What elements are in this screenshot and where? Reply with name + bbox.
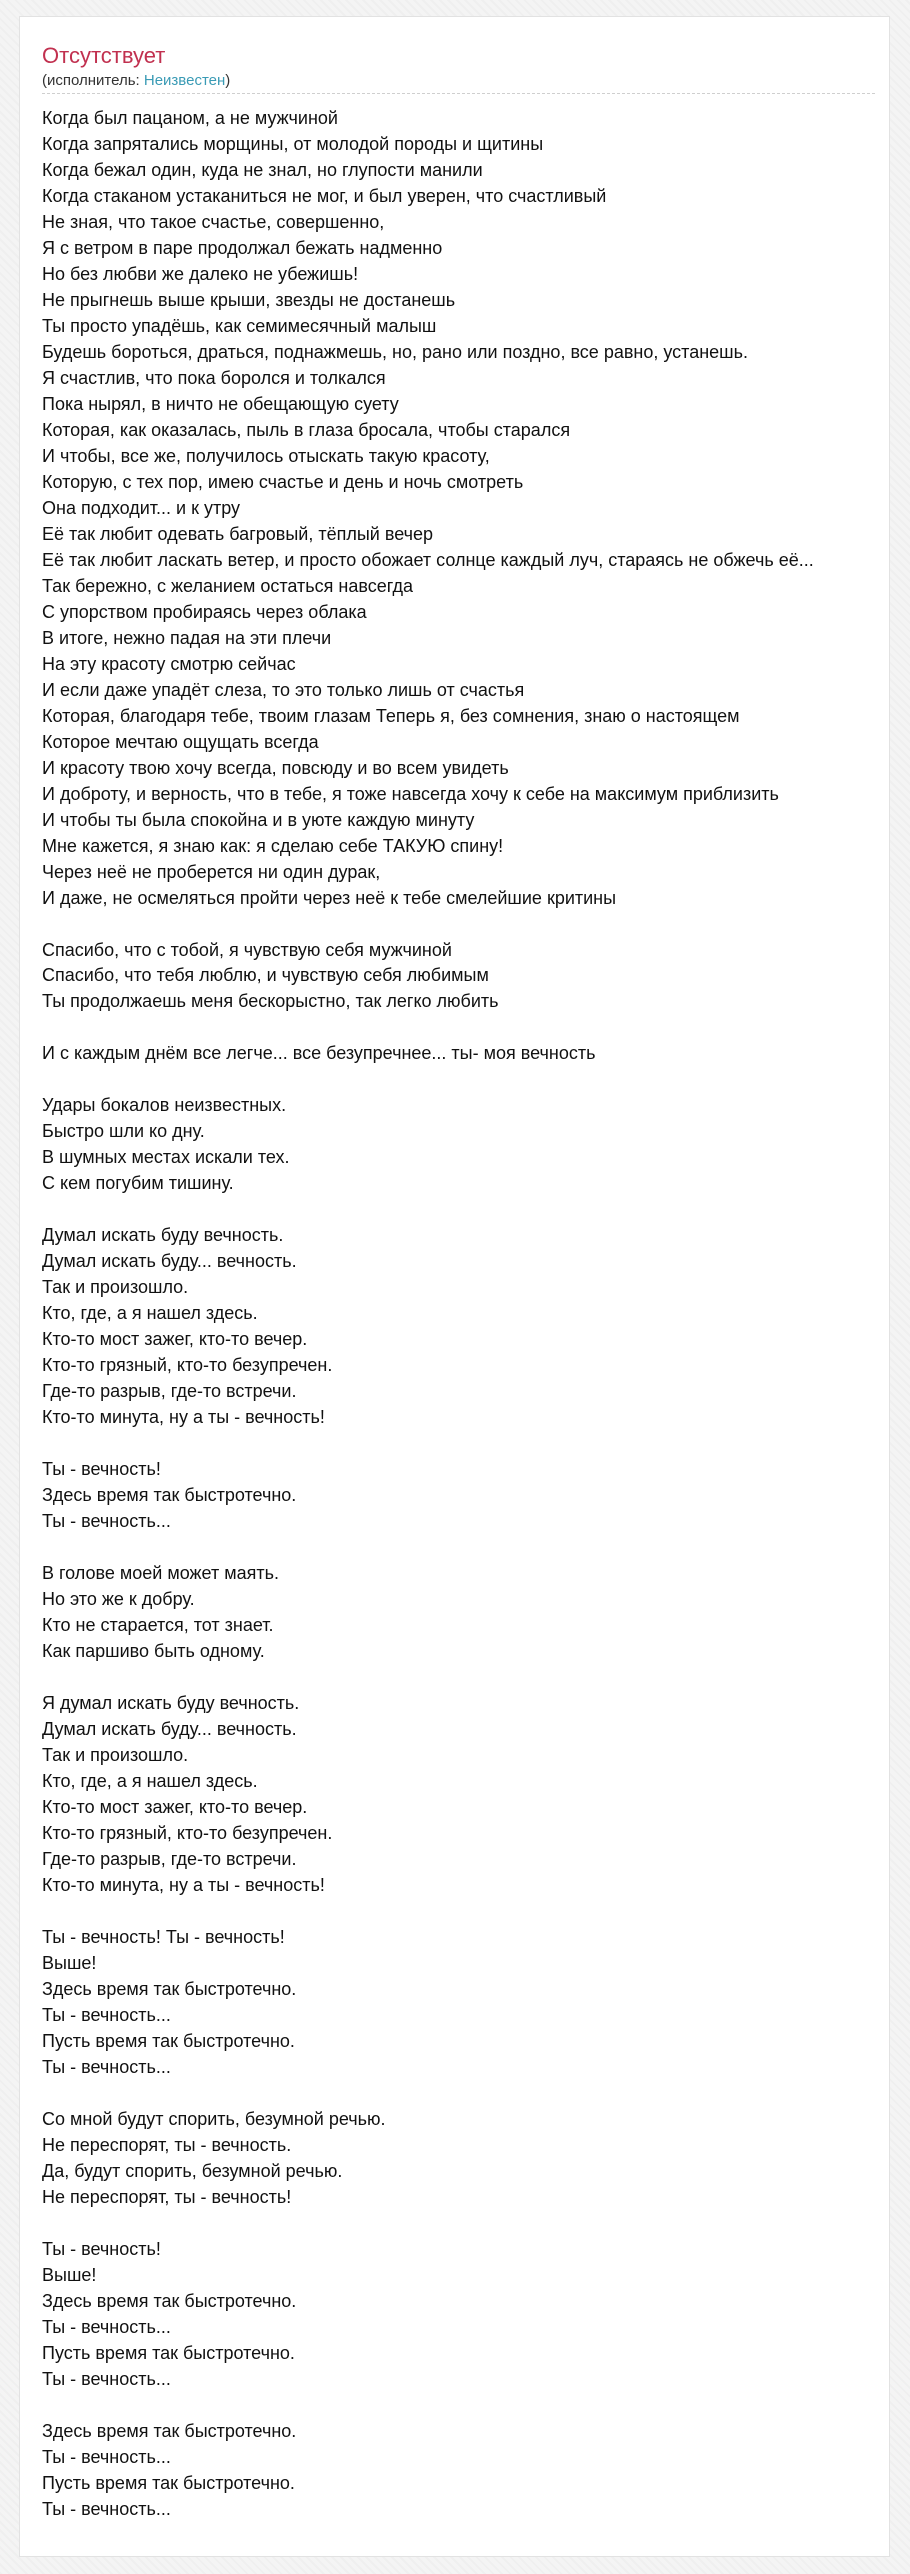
artist-suffix: ) xyxy=(225,72,231,89)
artist-prefix: (исполнитель: xyxy=(42,72,144,89)
title-divider xyxy=(42,93,875,94)
lyrics-text: Когда был пацаном, а не мужчиной Когда запрятались морщины, от молодой породы и щитины Когда бежал один, куда не знал, но глупости манили Когда стаканом устаканиться не мог, и был уверен, что счастливый Не зная, что такое счастье, совершенно, Я с ветром в паре продолжал бежать надменно Но без любви же далеко не убежишь! Не прыгнешь выше крыши, звезды не достанешь Ты просто упадёшь, как семимесячный малыш Будешь бороться, драться, поднажмешь, но, рано или поздно, все равно, устанешь. Я счастлив, что пока боролся и толкался Пока нырял, в ничто не обещающую суету Которая, как оказалась, пыль в глаза бросала, чтобы старался И чтобы, все же, получилось отыскать такую красоту, Которую, с тех пор, имею счастье и день и ночь смотреть Она подходит... и к утру Её так любит одевать багровый, тёплый вечер Её так любит ласкать ветер, и просто обожает солнце каждый луч, стараясь не обжечь её... Так бережно, с желанием остаться навсегда С упорством пробираясь через облака В итоге, нежно падая на эти плечи На эту красоту смотрю сейчас И если даже упадёт слеза, то это только лишь от счастья Которая, благодаря тебе, твоим глазам Теперь я, без сомнения, знаю о настоящем Которое мечтаю ощущать всегда И красоту твою хочу всегда, повсюду и во всем увидеть И доброту, и верность, что в тебе, я тоже навсегда хочу к себе на максимум приблизить И чтобы ты была спокойна и в уюте каждую минуту Мне кажется, я знаю как: я сделаю себе ТАКУЮ спину! Через неё не проберется ни один дурак, И даже, не осмеляться пройти через неё к тебе смелейшие критины Спасибо, что с тобой, я чувствую себя мужчиной Спасибо, что тебя люблю, и чувствую себя любимым Ты продолжаешь меня бескорыстно, так легко любить И с каждым днём все легче... все безупречнее... ты- моя вечность Удары бокалов неизвестных. Быстро шли ко дну. В шумных местах искали тех. С кем погубим тишину. Думал искать буду вечность. Думал искать буду... вечность. Так и произошло. Кто, где, а я нашел здесь. Кто-то мост зажег, кто-то вечер. Кто-то грязный, кто-то безупречен. Где-то разрыв, где-то встречи. Кто-то минута, ну а ты - вечность! Ты - вечность! Здесь время так быстротечно. Ты - вечность... В голове моей может маять. Но это же к добру. Кто не старается, тот знает. Как паршиво быть одному. Я думал искать буду вечность. Думал искать буду... вечность. Так и произошло. Кто, где, а я нашел здесь. Кто-то мост зажег, кто-то вечер. Кто-то грязный, кто-то безупречен. Где-то разрыв, где-то встречи. Кто-то минута, ну а ты - вечность! Ты - вечность! Ты - вечность! Выше! Здесь время так быстротечно. Ты - вечность... Пусть время так быстротечно. Ты - вечность... Со мной будут спорить, безумной речью. Не переспорят, ты - вечность. Да, будут спорить, безумной речью. Не переспорят, ты - вечность! Ты - вечность! Выше! Здесь время так быстротечно. Ты - вечность... Пусть время так быстротечно. Ты - вечность... Здесь время так быстротечно. Ты - вечность... Пусть время так быстротечно. Ты - вечность... xyxy=(42,108,814,2519)
lyrics-card xyxy=(19,16,890,2557)
artist-line xyxy=(42,72,230,90)
artist-link[interactable]: Неизвестен xyxy=(143,72,226,89)
song-title: Отсутствует xyxy=(42,43,166,68)
